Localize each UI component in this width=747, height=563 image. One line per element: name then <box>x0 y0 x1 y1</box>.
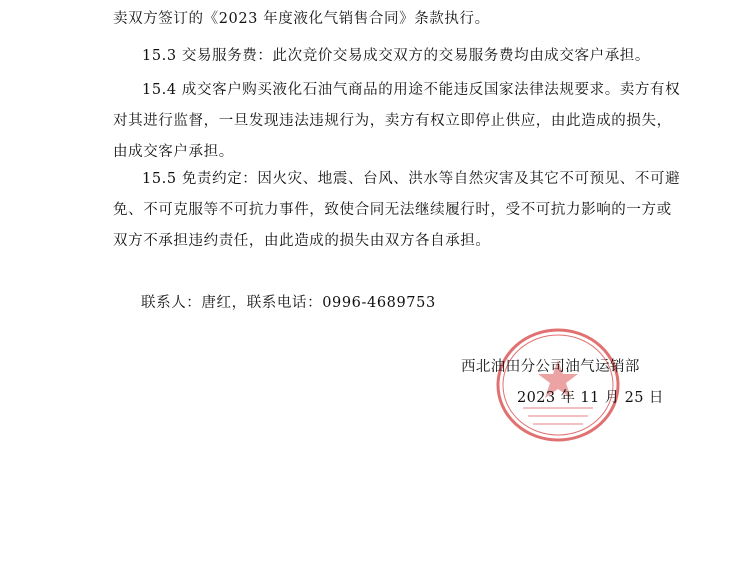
clause-15-3 <box>113 41 650 72</box>
signature-date: 2023 年 11 月 25 日 <box>517 390 664 406</box>
signature-organization: 西北油田分公司油气运销部 <box>461 359 640 375</box>
clause-15-4-line-1: 15.4 成交客户购买液化石油气商品的用途不能违反国家法律法规要求。卖方有权 <box>142 82 681 98</box>
clause-15-4-line-2: 对其进行监督，一旦发现违法违规行为，卖方有权立即停止供应，由此造成的损失， <box>113 113 672 129</box>
clause-15-5-line-1: 15.5 免责约定：因火灾、地震、台风、洪水等自然灾害及其它不可预见、不可避 <box>142 171 681 187</box>
clause-15-3-line-1: 15.3 交易服务费：此次竞价交易成交双方的交易服务费均由成交客户承担。 <box>142 48 650 64</box>
clause-15-4-line-3: 由成交客户承担。 <box>113 144 234 160</box>
contact-info: 联系人：唐红，联系电话：0996-4689753 <box>141 295 436 311</box>
clause-15-5-line-3: 双方不承担违约责任，由此造成的损失由双方各自承担。 <box>113 233 491 249</box>
intro-line <box>113 4 633 35</box>
clause-15-4 <box>113 75 681 168</box>
clause-15-5 <box>113 164 681 257</box>
intro-line-text: 卖双方签订的《2023 年度液化气销售合同》条款执行。 <box>113 11 490 27</box>
clause-15-5-line-2: 免、不可克服等不可抗力事件，致使合同无法继续履行时，受不可抗力影响的一方或 <box>113 202 672 218</box>
